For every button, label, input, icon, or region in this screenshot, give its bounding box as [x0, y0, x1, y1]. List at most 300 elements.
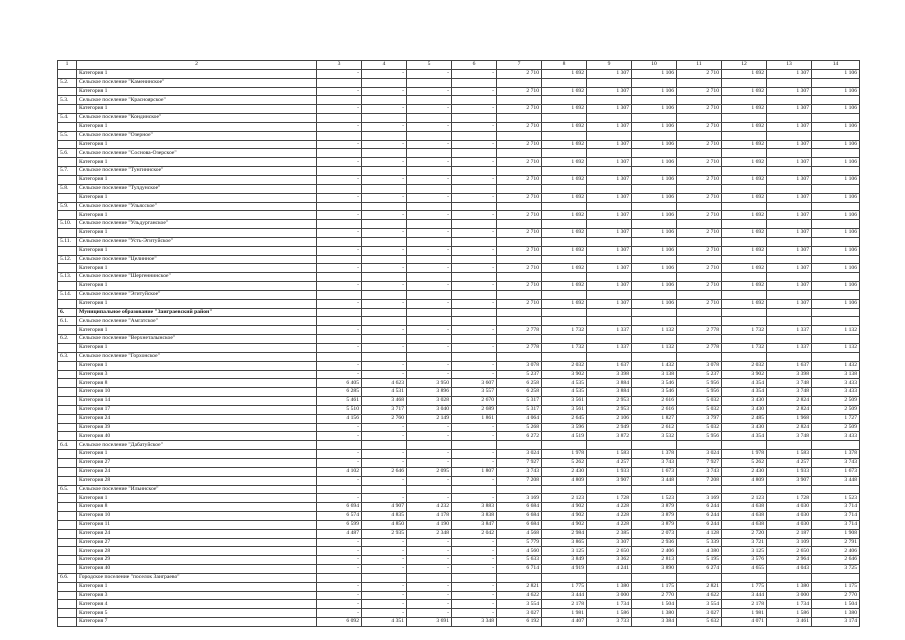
value-cell — [632, 573, 677, 582]
row-name: Сельское поселение "Кондинское" — [77, 114, 317, 123]
value-cell — [497, 273, 542, 282]
row-code: 5.3. — [58, 96, 77, 105]
value-cell: 4 228 — [587, 520, 632, 529]
value-cell — [452, 149, 497, 158]
value-cell: 1 692 — [542, 140, 587, 149]
value-cell: 3 883 — [452, 503, 497, 512]
value-cell: 2 935 — [362, 529, 407, 538]
section-row — [58, 202, 860, 211]
value-cell: - — [407, 476, 452, 485]
value-cell: - — [317, 556, 362, 565]
row-code — [58, 600, 77, 609]
value-cell — [812, 78, 860, 87]
value-cell: 2 936 — [632, 538, 677, 547]
value-cell — [497, 184, 542, 193]
value-cell: - — [317, 450, 362, 459]
value-cell: - — [452, 211, 497, 220]
value-cell: 1 307 — [587, 158, 632, 167]
row-name: Категория 29 — [77, 556, 317, 565]
row-name: Категория 27 — [77, 538, 317, 547]
value-cell — [362, 352, 407, 361]
value-cell — [362, 149, 407, 158]
section-row — [58, 149, 860, 158]
row-code — [58, 538, 77, 547]
value-cell — [767, 131, 812, 140]
value-cell: - — [452, 326, 497, 335]
value-cell — [317, 202, 362, 211]
value-cell — [767, 167, 812, 176]
value-cell: 4 380 — [677, 547, 722, 556]
value-cell: - — [317, 591, 362, 600]
value-cell — [677, 220, 722, 229]
value-cell: 5 317 — [497, 405, 542, 414]
value-cell: - — [362, 600, 407, 609]
value-cell: 3 027 — [677, 609, 722, 618]
value-cell — [407, 485, 452, 494]
row-name: Категория 11 — [77, 520, 317, 529]
value-cell — [362, 290, 407, 299]
value-cell: 4 228 — [587, 503, 632, 512]
value-cell: 5 633 — [497, 556, 542, 565]
row-name: Категория 1 — [77, 175, 317, 184]
value-cell: - — [407, 450, 452, 459]
value-cell — [542, 184, 587, 193]
value-cell: 2 710 — [677, 264, 722, 273]
table-row — [58, 414, 860, 423]
row-name: Категория 1 — [77, 361, 317, 370]
value-cell — [317, 273, 362, 282]
value-cell: 3 748 — [767, 432, 812, 441]
row-name: Категория 24 — [77, 467, 317, 476]
value-cell: 3 398 — [767, 370, 812, 379]
value-cell: 3 896 — [407, 388, 452, 397]
row-name: Сельское поселение "Ильинское" — [77, 485, 317, 494]
value-cell: 2 710 — [677, 69, 722, 78]
value-cell: 2 710 — [677, 299, 722, 308]
row-code — [58, 397, 77, 406]
value-cell: 5 195 — [677, 556, 722, 565]
value-cell: 2 710 — [497, 229, 542, 238]
value-cell: 6 405 — [317, 379, 362, 388]
value-cell: 4 232 — [407, 503, 452, 512]
value-cell — [452, 317, 497, 326]
value-cell — [317, 255, 362, 264]
value-cell: - — [452, 609, 497, 618]
row-name: Сельское поселение "Шергеннинское" — [77, 273, 317, 282]
value-cell: 2 710 — [677, 175, 722, 184]
value-cell: - — [452, 582, 497, 591]
value-cell: 3 596 — [542, 423, 587, 432]
value-cell: 2 178 — [542, 600, 587, 609]
col-header: 10 — [632, 61, 677, 70]
value-cell: 1 307 — [767, 299, 812, 308]
value-cell: 3 733 — [587, 618, 632, 627]
value-cell — [362, 114, 407, 123]
value-cell: 1 307 — [767, 175, 812, 184]
value-cell: 3 125 — [722, 547, 767, 556]
row-name: Категория 39 — [77, 423, 317, 432]
value-cell: - — [317, 264, 362, 273]
table-row — [58, 423, 860, 432]
value-cell — [812, 335, 860, 344]
value-cell — [812, 255, 860, 264]
value-cell: 1 732 — [722, 326, 767, 335]
value-cell: 1 106 — [812, 158, 860, 167]
value-cell — [767, 114, 812, 123]
col-header: 7 — [497, 61, 542, 70]
row-code: 6.4. — [58, 441, 77, 450]
value-cell: - — [452, 282, 497, 291]
value-cell: 4 907 — [362, 503, 407, 512]
table-row — [58, 600, 860, 609]
value-cell: 5 262 — [542, 458, 587, 467]
section-row — [58, 184, 860, 193]
value-cell: 2 710 — [677, 246, 722, 255]
value-cell: - — [317, 458, 362, 467]
value-cell — [317, 317, 362, 326]
value-cell — [632, 335, 677, 344]
value-cell: - — [362, 140, 407, 149]
value-cell: - — [317, 370, 362, 379]
value-cell — [587, 290, 632, 299]
value-cell: - — [362, 565, 407, 574]
value-cell — [812, 131, 860, 140]
value-cell — [677, 255, 722, 264]
value-cell — [317, 290, 362, 299]
value-cell: - — [362, 591, 407, 600]
value-cell — [722, 273, 767, 282]
value-cell: 1 692 — [542, 175, 587, 184]
value-cell — [722, 220, 767, 229]
row-code: 6. — [58, 308, 77, 317]
value-cell — [587, 237, 632, 246]
value-cell: 6 274 — [677, 565, 722, 574]
value-cell: 3 557 — [452, 388, 497, 397]
value-cell — [767, 308, 812, 317]
table-row — [58, 344, 860, 353]
tariff-table — [57, 60, 860, 627]
value-cell: 2 430 — [542, 467, 587, 476]
value-cell — [722, 290, 767, 299]
value-cell: 1 734 — [587, 600, 632, 609]
row-code — [58, 326, 77, 335]
value-cell — [677, 96, 722, 105]
row-name: Категория 1 — [77, 105, 317, 114]
value-cell: 1 692 — [542, 229, 587, 238]
value-cell: 2 509 — [812, 397, 860, 406]
value-cell — [542, 485, 587, 494]
value-cell: 5 956 — [677, 432, 722, 441]
value-cell: 4 519 — [542, 432, 587, 441]
value-cell — [452, 352, 497, 361]
value-cell: 6 684 — [497, 520, 542, 529]
value-cell — [452, 255, 497, 264]
table-row — [58, 246, 860, 255]
value-cell — [722, 335, 767, 344]
value-cell: 2 073 — [632, 529, 677, 538]
value-cell: 2 778 — [497, 344, 542, 353]
value-cell — [812, 167, 860, 176]
value-cell — [722, 573, 767, 582]
value-cell: 1 307 — [767, 87, 812, 96]
value-cell: 1 692 — [542, 282, 587, 291]
value-cell — [362, 441, 407, 450]
value-cell: 1 106 — [812, 69, 860, 78]
value-cell: 7 927 — [497, 458, 542, 467]
value-cell — [362, 167, 407, 176]
row-name: Категория 1 — [77, 87, 317, 96]
value-cell — [587, 335, 632, 344]
value-cell: 2 710 — [497, 193, 542, 202]
value-cell: 1 106 — [632, 211, 677, 220]
value-cell: 1 307 — [767, 211, 812, 220]
value-cell: - — [317, 538, 362, 547]
value-cell: 4 178 — [407, 512, 452, 521]
value-cell — [632, 78, 677, 87]
value-cell: 2 710 — [677, 158, 722, 167]
table-row — [58, 512, 860, 521]
value-cell — [317, 573, 362, 582]
value-cell — [362, 573, 407, 582]
value-cell — [362, 237, 407, 246]
value-cell: 3 000 — [767, 591, 812, 600]
value-cell: 4 535 — [542, 388, 587, 397]
value-cell: 3 561 — [542, 405, 587, 414]
value-cell — [677, 114, 722, 123]
value-cell — [587, 441, 632, 450]
table-row — [58, 122, 860, 131]
row-code: 5.13. — [58, 273, 77, 282]
value-cell: 6 244 — [677, 503, 722, 512]
value-cell: 1 827 — [632, 414, 677, 423]
row-name: Сельское поселение "Горхонское" — [77, 352, 317, 361]
value-cell: 1 727 — [812, 414, 860, 423]
value-cell: 3 040 — [407, 405, 452, 414]
value-cell: 5 317 — [497, 397, 542, 406]
value-cell: - — [452, 158, 497, 167]
col-header: 4 — [362, 61, 407, 70]
section-row — [58, 273, 860, 282]
value-cell: 1 307 — [767, 122, 812, 131]
row-code — [58, 512, 77, 521]
value-cell: 1 106 — [812, 246, 860, 255]
value-cell: 2 720 — [722, 529, 767, 538]
value-cell: - — [407, 565, 452, 574]
value-cell: 3 109 — [767, 538, 812, 547]
row-code: 5.6. — [58, 149, 77, 158]
value-cell: - — [407, 370, 452, 379]
value-cell — [362, 317, 407, 326]
value-cell: - — [452, 370, 497, 379]
value-cell: 1 933 — [767, 467, 812, 476]
value-cell — [722, 167, 767, 176]
value-cell: 1 637 — [767, 361, 812, 370]
value-cell: 2 821 — [677, 582, 722, 591]
value-cell — [542, 573, 587, 582]
row-code: 6.2. — [58, 335, 77, 344]
table-row — [58, 618, 860, 627]
value-cell — [362, 255, 407, 264]
value-cell — [767, 441, 812, 450]
value-cell — [452, 78, 497, 87]
value-cell: 7 208 — [677, 476, 722, 485]
value-cell — [317, 485, 362, 494]
row-name: Муниципальное образование "Заиграевский район" — [77, 308, 317, 317]
row-name: Категория 27 — [77, 458, 317, 467]
value-cell — [452, 335, 497, 344]
value-cell: - — [362, 229, 407, 238]
value-cell — [632, 237, 677, 246]
section-row — [58, 96, 860, 105]
value-cell — [767, 255, 812, 264]
value-cell — [362, 308, 407, 317]
value-cell: 4 043 — [767, 565, 812, 574]
value-cell — [497, 149, 542, 158]
value-cell — [452, 96, 497, 105]
value-cell: 6 714 — [497, 565, 542, 574]
value-cell: - — [317, 87, 362, 96]
value-cell: - — [362, 69, 407, 78]
value-cell: - — [407, 344, 452, 353]
value-cell — [812, 96, 860, 105]
value-cell: 3 024 — [497, 450, 542, 459]
value-cell: 4 568 — [497, 529, 542, 538]
value-cell: 1 692 — [542, 105, 587, 114]
value-cell: 6 244 — [677, 512, 722, 521]
value-cell: - — [317, 609, 362, 618]
value-cell: - — [452, 344, 497, 353]
row-code — [58, 388, 77, 397]
value-cell: 1 106 — [812, 299, 860, 308]
col-header: 6 — [452, 61, 497, 70]
value-cell: 2 178 — [722, 600, 767, 609]
value-cell — [542, 202, 587, 211]
value-cell: - — [407, 140, 452, 149]
value-cell: 1 523 — [812, 494, 860, 503]
table-row — [58, 450, 860, 459]
row-code — [58, 423, 77, 432]
value-cell: 1 978 — [542, 450, 587, 459]
value-cell — [317, 114, 362, 123]
value-cell: 2 710 — [497, 69, 542, 78]
value-cell: 4 190 — [407, 520, 452, 529]
value-cell: 1 307 — [767, 158, 812, 167]
value-cell: 5 956 — [677, 388, 722, 397]
row-code — [58, 229, 77, 238]
value-cell — [632, 290, 677, 299]
value-cell: 2 824 — [767, 405, 812, 414]
section-row — [58, 114, 860, 123]
value-cell — [452, 167, 497, 176]
value-cell: 2 710 — [497, 264, 542, 273]
row-code — [58, 405, 77, 414]
value-cell — [812, 237, 860, 246]
value-cell — [362, 485, 407, 494]
col-header: 9 — [587, 61, 632, 70]
value-cell — [542, 308, 587, 317]
value-cell — [812, 184, 860, 193]
value-cell: 4 850 — [362, 520, 407, 529]
value-cell: 1 106 — [812, 122, 860, 131]
col-header: 1 — [58, 61, 77, 70]
section-row — [58, 317, 860, 326]
value-cell — [407, 114, 452, 123]
value-cell: 2 710 — [497, 299, 542, 308]
value-cell: 3 691 — [407, 618, 452, 627]
section-row — [58, 335, 860, 344]
value-cell: 3 714 — [812, 512, 860, 521]
value-cell: 3 000 — [587, 591, 632, 600]
value-cell: - — [407, 193, 452, 202]
value-cell — [767, 317, 812, 326]
value-cell: 2 616 — [632, 405, 677, 414]
value-cell: - — [407, 458, 452, 467]
value-cell: 2 095 — [407, 467, 452, 476]
value-cell — [452, 573, 497, 582]
value-cell: 1 106 — [632, 193, 677, 202]
value-cell: 4 655 — [722, 565, 767, 574]
value-cell: 3 398 — [587, 370, 632, 379]
value-cell: 1 307 — [767, 229, 812, 238]
value-cell: 2 953 — [587, 405, 632, 414]
value-cell: - — [452, 538, 497, 547]
value-cell — [497, 441, 542, 450]
value-cell: 2 770 — [632, 591, 677, 600]
value-cell — [632, 184, 677, 193]
row-name: Категория 10 — [77, 388, 317, 397]
value-cell — [452, 485, 497, 494]
row-code — [58, 158, 77, 167]
value-cell: 1 307 — [587, 122, 632, 131]
value-cell: 4 257 — [587, 458, 632, 467]
row-name: Категория 1 — [77, 229, 317, 238]
value-cell — [767, 184, 812, 193]
value-cell — [542, 78, 587, 87]
value-cell: 4 902 — [542, 503, 587, 512]
table-row — [58, 494, 860, 503]
table-row — [58, 609, 860, 618]
value-cell: 1 637 — [587, 361, 632, 370]
table-row — [58, 476, 860, 485]
value-cell: 1 692 — [722, 175, 767, 184]
value-cell: 4 902 — [542, 520, 587, 529]
value-cell: 1 307 — [587, 87, 632, 96]
value-cell: - — [452, 105, 497, 114]
table-row — [58, 432, 860, 441]
value-cell: 4 030 — [767, 503, 812, 512]
value-cell — [497, 308, 542, 317]
value-cell: - — [362, 246, 407, 255]
value-cell: 1 692 — [722, 193, 767, 202]
value-cell: 2 824 — [767, 397, 812, 406]
value-cell — [812, 317, 860, 326]
row-name: Категория 40 — [77, 565, 317, 574]
row-name: Категория 1 — [77, 264, 317, 273]
value-cell: 6 285 — [317, 388, 362, 397]
value-cell: - — [362, 556, 407, 565]
value-cell: 4 487 — [317, 529, 362, 538]
value-cell: 1 504 — [812, 600, 860, 609]
row-code — [58, 467, 77, 476]
row-name: Категория 14 — [77, 397, 317, 406]
row-code — [58, 476, 77, 485]
value-cell: 2 813 — [632, 556, 677, 565]
value-cell: 3 879 — [632, 520, 677, 529]
value-cell: 4 535 — [542, 379, 587, 388]
value-cell: 3 884 — [587, 379, 632, 388]
value-cell: 4 354 — [722, 432, 767, 441]
value-cell: 2 710 — [497, 282, 542, 291]
